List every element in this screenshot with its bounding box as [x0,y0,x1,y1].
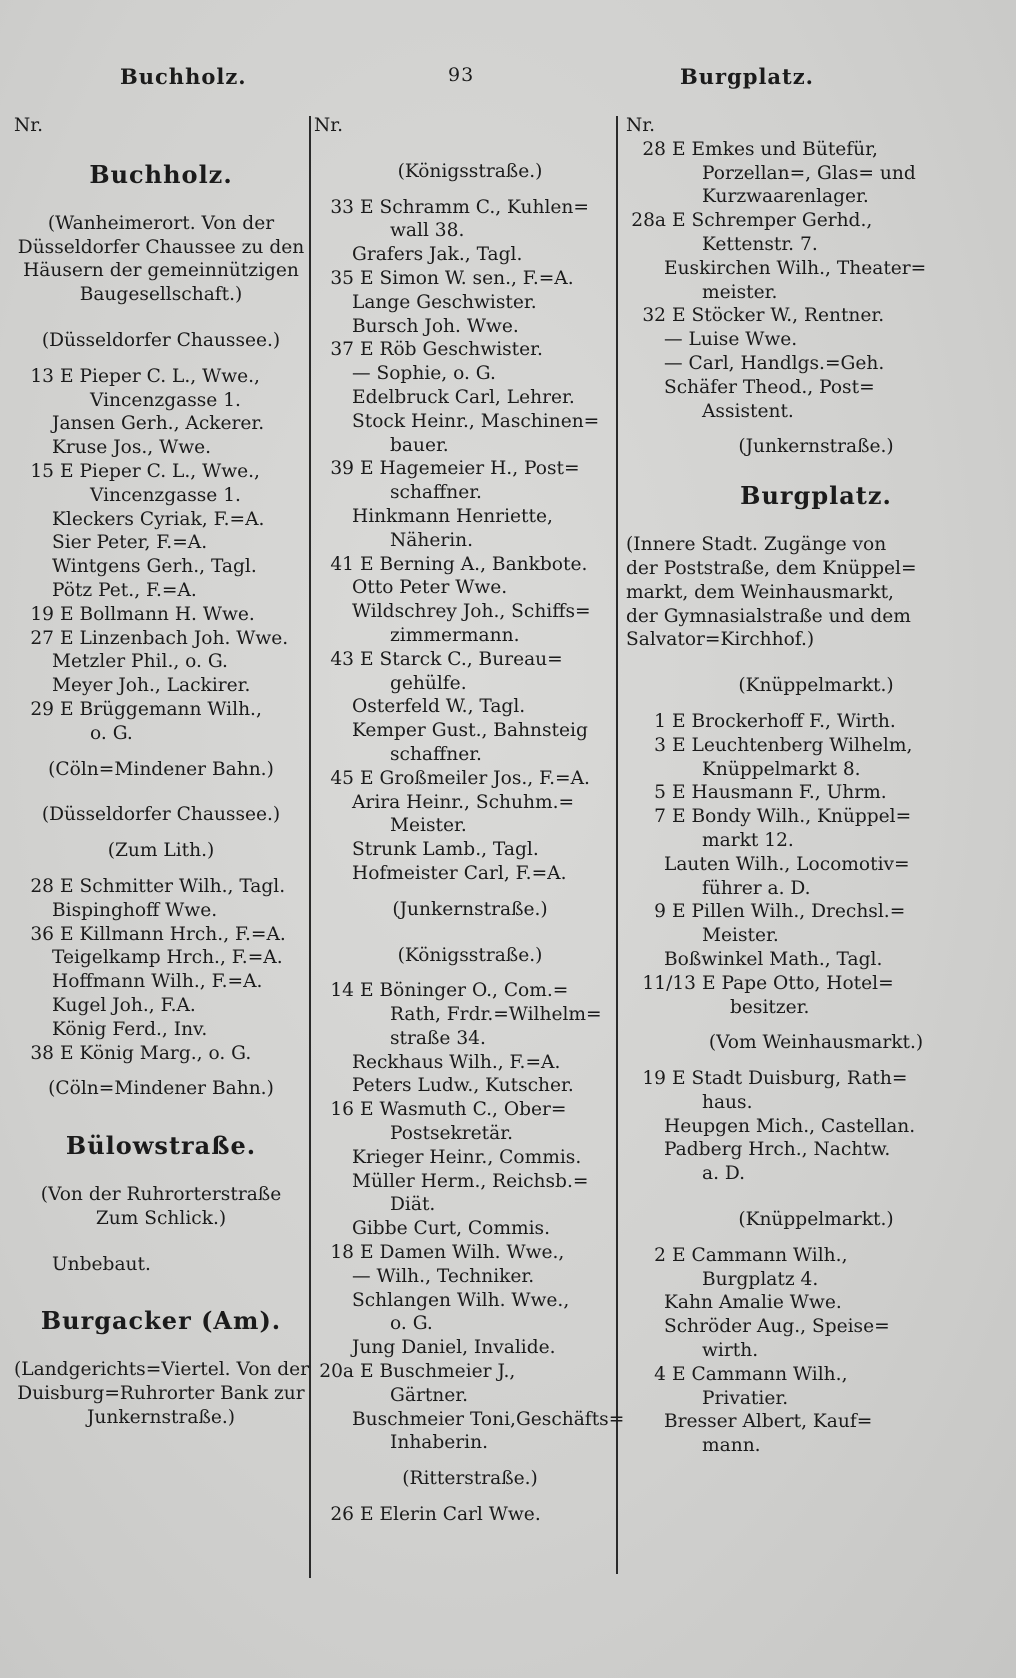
list-item: 38 E König Marg., o. G. [30,1042,252,1064]
list-item: — Wilh., Techniker. [352,1265,535,1287]
list-item: 14 E Böninger O., Com.= [330,980,569,1002]
list-item: König Ferd., Inv. [52,1018,208,1040]
list-item: Bursch Joh. Wwe. [352,315,519,337]
list-item: Kemper Gust., Bahnsteig [352,720,588,742]
list-item: bauer. [390,434,449,456]
list-item: — Luise Wwe. [664,329,798,351]
column-divider [309,116,311,1578]
list-item: Edelbruck Carl, Lehrer. [352,386,575,408]
list-item: Bresser Albert, Kauf= [664,1411,873,1433]
cross-street: (Düsseldorfer Chaussee.) [41,329,281,351]
list-item: Wintgens Gerh., Tagl. [52,556,257,578]
nr-label: Nr. [626,115,656,136]
list-item: 26 E Elerin Carl Wwe. [330,1504,541,1526]
list-item: Rath, Frdr.=Wilhelm= [390,1004,602,1026]
list-item: 9 E Pillen Wilh., Drechsl.= [654,901,906,923]
list-item: besitzer. [730,996,810,1018]
cross-street: (Junkernstraße.) [738,436,894,458]
list-item: Assistent. [702,400,794,422]
nr-label: Nr. [14,115,44,136]
list-item: Diät. [390,1194,436,1216]
cross-street: (Zum Lith.) [107,840,215,862]
list-item: straße 34. [390,1027,486,1049]
column-1 [14,114,308,1430]
list-item: Hoffmann Wilh., F.=A. [52,971,263,993]
list-item: 28 E Emkes und Bütefür, [642,138,878,160]
list-item: meister. [702,281,778,303]
list-item: Schlangen Wilh. Wwe., [352,1289,570,1311]
list-item: Gärtner. [390,1384,469,1406]
list-item: Lauten Wilh., Locomotiv= [664,853,910,875]
street-description: (Von der Ruhrorterstraße [40,1184,282,1206]
street-description: (Innere Stadt. Zugänge von [626,534,887,556]
street-description: Salvator=Kirchhof.) [626,629,815,651]
list-item: Heupgen Mich., Castellan. [664,1115,916,1137]
street-description: Häusern der gemeinnützigen [23,260,299,282]
list-item: Müller Herm., Reichsb.= [352,1170,589,1192]
list-item: Otto Peter Wwe. [352,577,508,599]
list-item: 1 E Brockerhoff F., Wirth. [654,710,896,732]
cross-street: (Cöln=Mindener Bahn.) [48,1078,274,1100]
list-item: Kleckers Cyriak, F.=A. [52,508,265,530]
list-item: Strunk Lamb., Tagl. [352,839,539,861]
list-item: a. D. [702,1163,746,1185]
list-item: Vincenzgasse 1. [90,389,241,411]
list-item: — Sophie, o. G. [352,363,496,385]
list-item: wall 38. [390,220,465,242]
cross-street: (Düsseldorfer Chaussee.) [41,804,281,826]
list-item: 41 E Berning A., Bankbote. [330,553,588,575]
list-item: 3 E Leuchtenberg Wilhelm, [654,734,913,756]
list-item: 43 E Starck C., Bureau= [330,648,563,670]
list-item: 35 E Simon W. sen., F.=A. [330,267,574,289]
list-item: Bispinghoff Wwe. [52,899,218,921]
list-item: 19 E Bollmann H. Wwe. [30,603,255,625]
list-item: Sier Peter, F.=A. [52,532,208,554]
list-item: gehülfe. [390,672,467,694]
list-item: Jansen Gerh., Ackerer. [52,413,265,435]
list-item: 11/13 E Pape Otto, Hotel= [642,972,894,994]
cross-street: (Vom Weinhausmarkt.) [708,1032,924,1054]
list-item: Grafers Jak., Tagl. [352,244,523,266]
street-title: Buchholz. [89,159,233,189]
list-item: 27 E Linzenbach Joh. Wwe. [30,627,289,649]
list-item: Porzellan=, Glas= und [702,162,916,184]
list-item: 33 E Schramm C., Kuhlen= [330,196,589,218]
list-item: Kugel Joh., F.A. [52,994,196,1016]
street-description: der Poststraße, dem Knüppel= [626,557,917,579]
list-item: 4 E Cammann Wilh., [654,1363,848,1385]
list-item: Gibbe Curt, Commis. [352,1218,550,1240]
list-item: Osterfeld W., Tagl. [352,696,526,718]
list-item: 18 E Damen Wilh. Wwe., [330,1242,565,1264]
list-item: Meister. [390,815,467,837]
list-item: markt 12. [702,829,794,851]
list-item: 19 E Stadt Duisburg, Rath= [642,1068,908,1090]
list-item: Meyer Joh., Lackirer. [52,675,251,697]
list-item: o. G. [90,722,133,744]
page-number: 93 [448,64,475,86]
list-item: Stock Heinr., Maschinen= [352,410,600,432]
list-item: Pötz Pet., F.=A. [52,579,197,601]
list-item: Kruse Jos., Wwe. [52,437,212,459]
list-item: Wildschrey Joh., Schiffs= [352,601,591,623]
street-description: Zum Schlick.) [95,1207,227,1229]
status-text: Unbebaut. [52,1253,151,1275]
list-item: Schäfer Theod., Post= [664,376,875,398]
cross-street: (Knüppelmarkt.) [738,675,894,697]
street-description: Junkernstraße.) [86,1407,236,1429]
nr-label: Nr. [314,115,344,136]
street-description: markt, dem Weinhausmarkt, [626,581,894,603]
list-item: Euskirchen Wilh., Theater= [664,257,927,279]
street-title: Bülowstraße. [65,1131,257,1161]
list-item: Peters Ludw., Kutscher. [352,1075,574,1097]
list-item: 36 E Killmann Hrch., F.=A. [30,923,286,945]
list-item: Lange Geschwister. [352,291,537,313]
cross-street: (Knüppelmarkt.) [738,1209,894,1231]
list-item: Reckhaus Wilh., F.=A. [352,1051,561,1073]
list-item: 39 E Hagemeier H., Post= [330,458,580,480]
list-item: Schröder Aug., Speise= [664,1316,890,1338]
list-item: 16 E Wasmuth C., Ober= [330,1099,567,1121]
column-3 [626,114,1006,1458]
list-item: 32 E Stöcker W., Rentner. [642,305,885,327]
cross-street: (Ritterstraße.) [402,1468,538,1490]
list-item: 29 E Brüggemann Wilh., [30,698,262,720]
list-item: Kahn Amalie Wwe. [664,1292,842,1314]
list-item: Buschmeier Toni,Geschäfts= [352,1408,625,1430]
list-item: mann. [702,1435,761,1457]
running-header-left: Buchholz. [120,64,247,89]
list-item: haus. [702,1091,753,1113]
list-item: Privatier. [702,1387,789,1409]
list-item: zimmermann. [390,624,520,646]
street-title: Burgacker (Am). [40,1306,282,1336]
street-description: Düsseldorfer Chaussee zu den [17,236,305,258]
street-title: Burgplatz. [740,481,892,511]
list-item: schaffner. [390,743,482,765]
list-item: Teigelkamp Hrch., F.=A. [52,947,283,969]
list-item: Hinkmann Henriette, [352,505,553,527]
list-item: Kurzwaarenlager. [702,186,869,208]
list-item: Vincenzgasse 1. [90,484,241,506]
street-description: (Landgerichts=Viertel. Von der [14,1359,310,1381]
cross-street: (Junkernstraße.) [392,898,548,920]
list-item: Burgplatz 4. [702,1268,819,1290]
list-item: schaffner. [390,482,482,504]
street-description: der Gymnasialstraße und dem [626,605,911,627]
list-item: Hofmeister Carl, F.=A. [352,862,567,884]
list-item: Knüppelmarkt 8. [702,758,861,780]
running-header-right: Burgplatz. [680,64,814,89]
list-item: Arira Heinr., Schuhm.= [352,791,575,813]
list-item: Jung Daniel, Invalide. [352,1337,556,1359]
list-item: 2 E Cammann Wilh., [654,1244,848,1266]
list-item: wirth. [702,1340,759,1362]
list-item: Padberg Hrch., Nachtw. [664,1139,891,1161]
list-item: führer a. D. [702,877,811,899]
list-item: Krieger Heinr., Commis. [352,1146,582,1168]
list-item: Boßwinkel Math., Tagl. [664,948,883,970]
column-2 [314,114,626,1527]
list-item: 13 E Pieper C. L., Wwe., [30,365,260,387]
list-item: 20a E Buschmeier J., [319,1361,516,1383]
list-item: Metzler Phil., o. G. [52,651,228,673]
street-description: (Wanheimerort. Von der [47,212,275,234]
list-item: 45 E Großmeiler Jos., F.=A. [330,767,590,789]
list-item: 7 E Bondy Wilh., Knüppel= [654,806,912,828]
list-item: — Carl, Handlgs.=Geh. [664,352,885,374]
cross-street: (Königsstraße.) [397,160,543,182]
list-item: 15 E Pieper C. L., Wwe., [30,460,260,482]
list-item: Meister. [702,925,779,947]
street-description: Duisburg=Ruhrorter Bank zur [17,1383,305,1405]
list-item: Näherin. [390,529,474,551]
list-item: Kettenstr. 7. [702,233,818,255]
list-item: o. G. [390,1313,433,1335]
list-item: Postsekretär. [390,1123,513,1145]
list-item: 5 E Hausmann F., Uhrm. [654,782,887,804]
street-description: Baugesellschaft.) [79,284,243,306]
list-item: 28a E Schremper Gerhd., [631,210,873,232]
list-item: 37 E Röb Geschwister. [330,339,543,361]
cross-street: (Cöln=Mindener Bahn.) [48,758,274,780]
list-item: Inhaberin. [390,1432,489,1454]
cross-street: (Königsstraße.) [397,944,543,966]
list-item: 28 E Schmitter Wilh., Tagl. [30,875,286,897]
